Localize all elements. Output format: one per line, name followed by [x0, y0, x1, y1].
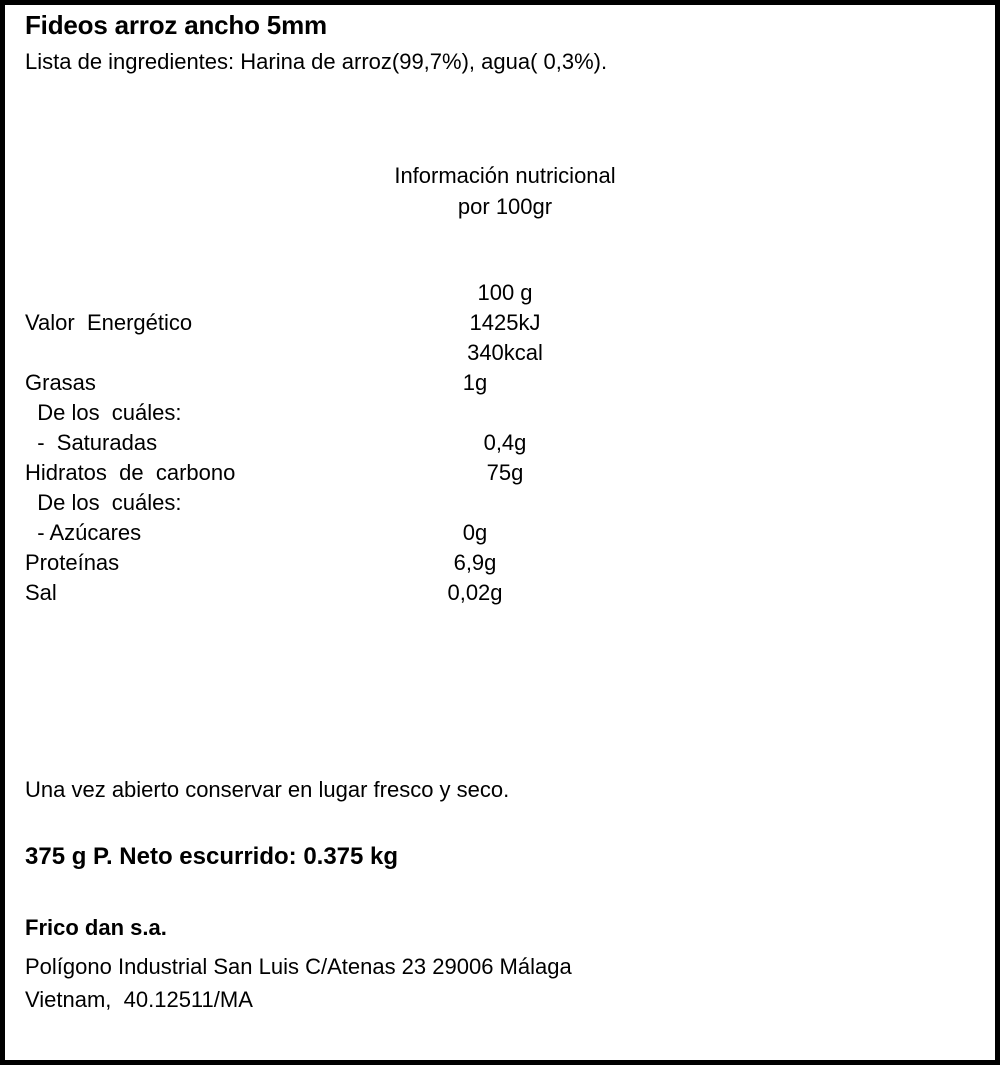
address-line-2: Vietnam, 40.12511/MA	[25, 987, 253, 1012]
table-row	[25, 400, 645, 430]
storage-instructions: Una vez abierto conservar en lugar fresco y seco.	[25, 777, 510, 802]
table-row	[25, 550, 645, 580]
nutrient-name: Hidratos de carbono	[25, 460, 236, 485]
table-row	[25, 430, 645, 460]
nutrient-name: Proteínas	[25, 550, 120, 575]
nutrient-value: 340kcal	[467, 340, 543, 365]
product-title: Fideos arroz ancho 5mm	[25, 10, 327, 40]
nutrient-name: Grasas	[25, 370, 96, 395]
table-row	[25, 460, 645, 490]
nutrition-serving-value: 100 g	[477, 280, 533, 305]
table-row	[25, 490, 645, 520]
table-row	[25, 340, 645, 370]
table-row	[25, 370, 645, 400]
table-row	[25, 310, 645, 340]
nutrient-value: 1425kJ	[469, 310, 541, 335]
nutrient-name: - Azúcares	[25, 520, 142, 545]
nutrition-table	[25, 280, 645, 610]
table-row	[25, 580, 645, 610]
nutrient-value: 75g	[486, 460, 524, 485]
manufacturer-address	[25, 950, 572, 1016]
nutrition-heading	[335, 160, 675, 222]
net-weight: 375 g P. Neto escurrido: 0.375 kg	[25, 843, 399, 870]
nutrient-value: 0,02g	[447, 580, 503, 605]
manufacturer-name: Frico dan s.a.	[25, 915, 167, 940]
nutrient-name: Valor Energético	[25, 310, 193, 335]
nutrient-name: De los cuáles:	[25, 400, 182, 425]
nutrient-value: 0,4g	[483, 430, 527, 455]
table-row	[25, 520, 645, 550]
label-content	[5, 5, 995, 1060]
nutrient-value: 1g	[462, 370, 488, 395]
nutrition-heading-line1: Información nutricional	[394, 163, 616, 188]
nutrient-value: 6,9g	[453, 550, 497, 575]
nutrition-heading-line2: por 100gr	[457, 194, 553, 219]
nutrition-serving-row	[25, 280, 645, 310]
ingredients-list: Lista de ingredientes: Harina de arroz(99,7%), agua( 0,3%).	[25, 49, 608, 74]
nutrient-name: Sal	[25, 580, 57, 605]
nutrient-name: De los cuáles:	[25, 490, 182, 515]
nutrient-value: 0g	[462, 520, 488, 545]
nutrient-name: - Saturadas	[25, 430, 158, 455]
address-line-1: Polígono Industrial San Luis C/Atenas 23 29006 Málaga	[25, 954, 572, 979]
